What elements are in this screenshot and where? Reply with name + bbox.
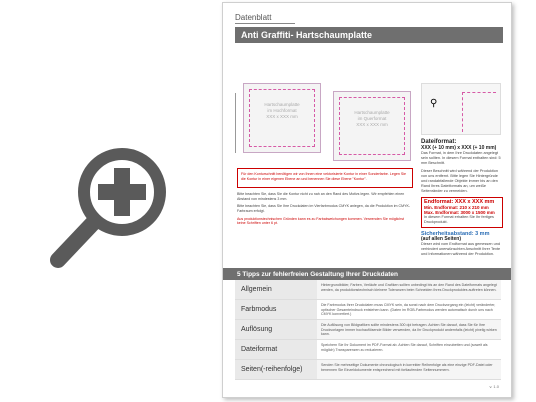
table-row (235, 280, 501, 300)
tip-label: Seiten(-reihenfolge) (235, 360, 317, 379)
tip-text: Senden Sie mehrseitige Dokumente chronologisch in korrekter Reihenfolge als eine einzige PDF-Datei oder benennen Sie Einzeldokumente entsprechend mit fortlaufenden Seitennummern. (321, 363, 493, 372)
table-row (235, 340, 501, 360)
tip-text: Speichern Sie Ihr Dokument im PDF-Format ab. Achten Sie darauf, Schriften einzubetten und (soweit als möglich) Transparenzen zu reduzieren. (321, 343, 488, 352)
paragraph: Bitte beachten Sie, dass Sie die Kontur nicht zu nah an den Rand des Motivs legen. Wir empfehlen einen Abstand von mindestens 3 mm. (237, 192, 405, 201)
endformat-text: In diesem Format erhalten Sie Ihr fertiges Druckprodukt. (424, 215, 494, 224)
tip-text: Die Auflösung von Bildgrafiken sollte mindestens 300 dpi betragen. Achten Sie darauf, dass Sie für Ihre Druckvorlagen immer hochauflösende Bilder verwenden, da Ihr Druckprodukt andernfalls (leicht) pixelig wirken kann. (321, 323, 497, 337)
tips-header: 5 Tipps zur fehlerfreien Gestaltung Ihrer Druckdaten (223, 268, 512, 280)
doc-kicker: Datenblatt (235, 13, 295, 24)
safety-text: Dieser wird vom Endformat aus gemessen und verhindert unerwünschten Anschnitt Ihrer Texte und Informationen während der Produktion. (421, 242, 501, 256)
safety-sub: (auf allen Seiten) (421, 236, 462, 242)
corner-detail (421, 83, 501, 135)
tip-label: Allgemein (235, 280, 317, 299)
zoom-in-icon[interactable] (44, 140, 174, 280)
endformat-title: Endformat: XXX x XXX mm (424, 199, 495, 205)
tip-label: Auflösung (235, 320, 317, 339)
frame-label: Hartschaumplatte im Hochformat XXX x XXX mm (264, 102, 300, 119)
preview-frame-portrait (243, 83, 321, 153)
tips-rows (223, 280, 512, 380)
page-number: v. 1.0 (489, 384, 499, 389)
info-format-text: Das Format, in dem Ihre Druckdaten angelegt sein sollten. In diesem Format enthalten sind: 5 mm Beschnitt. (421, 151, 501, 165)
tip-label: Dateiformat (235, 340, 317, 359)
endformat-box (421, 197, 503, 228)
endformat-max: Max. Endformat: 3000 x 1500 mm (424, 210, 495, 215)
table-row (235, 360, 501, 380)
tips-table (223, 268, 512, 380)
instructions (237, 168, 413, 229)
contour-warning: Für den Konturschnitt benötigen wir von Ihnen eine vektorisierte Kontur in einer Sonderfarbe. Legen Sie die Kontur in einer eigenen Ebene an und benennen Sie diese Ebene "Kontur". (237, 168, 413, 188)
info-format: XXX (+ 10 mm) x XXX (+ 10 mm) (421, 145, 497, 151)
ruler (235, 93, 236, 153)
paragraph: Bitte beachten Sie, dass Sie Ihre Druckdaten im Vierfarbmodus CMYK anlegen, da die Produktion im CMYK-Farbraum erfolgt. (237, 204, 411, 213)
color-warning: Aus produktionstechnischen Gründen kann es zu Farbabweichungen kommen. Verwenden Sie möglichst keine Schriften unter 6 pt. (237, 216, 405, 226)
endformat-min: Min. Endformat: 210 x 210 mm (424, 205, 489, 210)
tip-text: Die Farbmodus Ihrer Druckdaten muss CMYK sein, da sonst nach dem Druckvorgang ein (leicht) veränderter, optischer Gesamteindruck entstehen kann. (Daten im RGB-Farbmodus werden automatisch durch uns nach CMYK konvertiert.) (321, 303, 496, 317)
safety-title: Sicherheitsabstand: 3 mm (421, 231, 490, 237)
table-row (235, 300, 501, 320)
frame-label: Hartschaumplatte im Querformat XXX x XXX mm (354, 110, 390, 127)
table-row (235, 320, 501, 340)
info-beschnitt-text: Dieser Beschnitt wird während der Produktion von uns entfernt. Bitte legen Sie Hintergründe und randabfallende Objekte immer bis an den Rand Ihres Dateiformats an, um weiße Seitenränder zu vermeiden. (421, 169, 499, 193)
preview-frame-landscape (333, 91, 411, 161)
tip-text: Hintergrundbilder, Farben, Verläufe und Grafiken sollten unbedingt bis an den Rand des Dateiformats angelegt werden, da produktionstechnisch kleinere Toleranzen beim Schneiden Ihres Druckproduktes auftreten können. (321, 283, 497, 292)
layout-preview (235, 83, 415, 163)
doc-header (235, 13, 503, 43)
format-info (421, 139, 503, 257)
datasheet-preview[interactable] (222, 2, 512, 398)
info-title: Dateiformat: (421, 139, 457, 145)
magnifier-icon: ⚲ (430, 98, 438, 109)
cut-line (462, 92, 496, 132)
tip-label: Farbmodus (235, 300, 317, 319)
doc-title: Anti Graffiti- Hartschaumplatte (235, 27, 503, 43)
